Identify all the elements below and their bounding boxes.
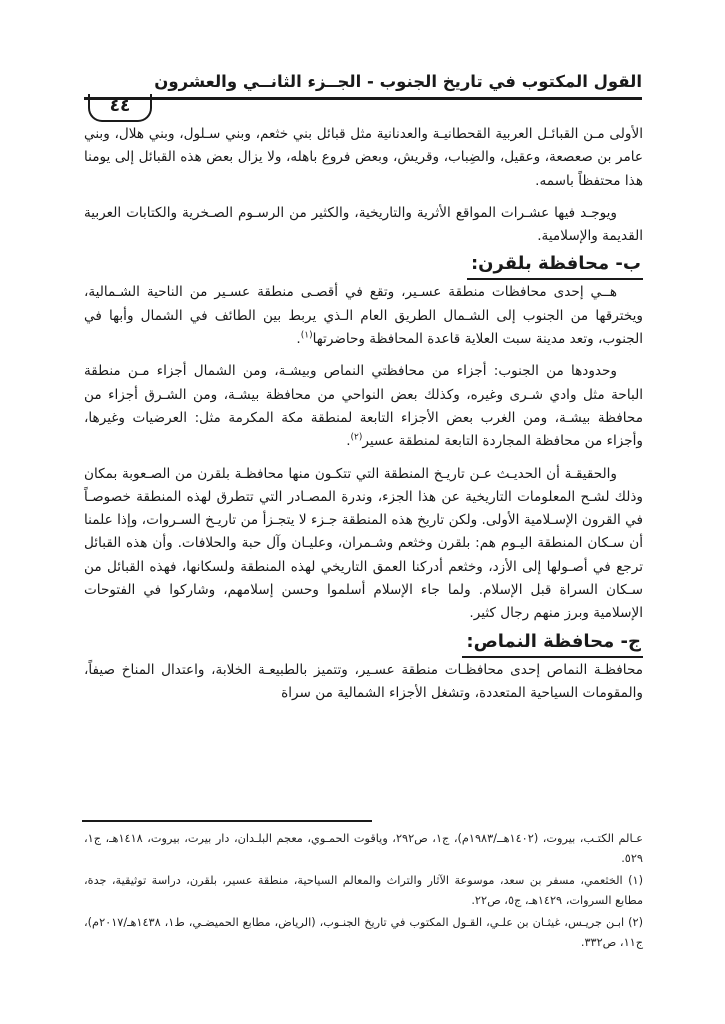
paragraph-3-end: . [296, 331, 301, 348]
header-title: القول المكتوب في تاريخ الجنوب - الجــزء الثانــي والعشرون [154, 72, 642, 91]
footnote-2: (٢) ابـن جريـس، غيثـان بن علـي، القـول المكتوب في تاريخ الجنـوب، (الرياض، مطابع الحميضـي، ط١، ١٤٣٨هـ/٢٠١٧م)، ج١١، ص٣٣٢. [84, 916, 643, 949]
running-header [84, 72, 642, 98]
header-rule [84, 97, 642, 100]
paragraph-3-text: هــي إحدى محافظات منطقة عسـير، وتقع في أقصـى منطقة عسـير من الناحية الشـمالية، ويخترقها من الجنوب إلى الشـمال الطريق العام الـذي يربط بين الطائف في الشمال وأبها في الجنوب، وتعد مدينة سبت العلاية قاعدة المحافظة وحاضرتها [84, 284, 643, 348]
paragraph-1: الأولى مـن القبائـل العربية القحطانيـة والعدنانية مثل قبائل بني خثعم، وبني سـلول، وبني هلال، وبني عامر بن صعصعة، وعقيل، والضِباب، وقريش، وبعض فروع باهله، ولا يزال بعض هذه القبائل إلى يومنا هذا محتفظاً باسمه. [84, 126, 643, 189]
footnote-ref-2: (٢) [350, 432, 363, 443]
paragraph-6: محافظـة النماص إحدى محافظـات منطقة عسـير، وتتميز بالطبيعـة الخلابة، واعتدال المناخ صيفاً، والمقومات السياحية المتعددة، وتشغل الأجزاء الشمالية من سراة [84, 661, 643, 701]
footnotes [84, 829, 643, 956]
footnote-1: (١) الخثعمي، مسفر بن سعد، موسوعة الآثار والتراث والمعالم السياحية، منطقة عسير، بلقرن، دراسة توثيقية، جدة، مطابع السروات، ١٤٢٩هـ، ج٥، ص٢٢. [84, 874, 643, 907]
footnote-continued: عـالم الكتـب، بيروت، (١٤٠٢هــ/١٩٨٣م)، ج١، ص٢٩٢، وياقوت الحمـوي، معجم البلـدان، دار بيرت، بيروت، ١٤١٨هـ، ج١، ٥٢٩. [84, 832, 643, 865]
footnote-ref-1: (١) [300, 330, 313, 341]
paragraph-3 [84, 281, 643, 351]
paragraph-5: والحقيقـة أن الحديـث عـن تاريـخ المنطقة التي تتكـون منها محافظـة بلقرن من الصـعوبة بمكان وذلك لشـح المعلومات التاريخية عن هذا الجزء، وندرة المصـادر التي تتطرق لهذه المنطقة خصوصـاً في القرون الإسـلامية الأولى. ولكن تاريخ هذه المنطقة جـزء لا يتجـزأ من تاريـخ السـروات، وإذا علمنا أن سـكان المنطقة اليـوم هم: بلقرن وخثعم وشـمران، وعليـان وآل حبة والحلافات. وأن هذه القبائل ترجع في أصـولها إلى الأزد، وخثعم أدركنا العمق التاريخي لهذه المنطقة ولسكانها، فهذه القبائل من سـكان السراة قبل الإسلام. ولما جاء الإسلام أسلموا وحسن إسلامهم، وشاركوا في الفتوحات الإسلامية وبرز منهم رجال كثير. [84, 465, 643, 622]
paragraph-4 [84, 360, 643, 453]
footnote-separator [82, 820, 372, 822]
paragraph-4-text: وحدودها من الجنوب: أجزاء من محافظتي النماص وبيشـة، ومن الشمال أجزاء مـن منطقة الباحة مثل وادي شـرى وغيره، وكذلك بعض النواحي من محافظة بيشـة، ومن الشـرق أجزاء من محافظة بيشـة، ومن الغرب بعض الأجزاء التابعة لمنطقة مكة المكرمة مثل: العرضيات وغيرها، وأجزاء من محافظة المجاردة التابعة لمنطقة عسير [84, 363, 643, 450]
section-heading-namas: ج- محافظة النماص: [462, 628, 643, 658]
paragraph-2: ويوجـد فيها عشـرات المواقع الأثرية والتاريخية، والكثير من الرسـوم الصـخرية والكتابات العربية القديمة والإسلامية. [84, 204, 643, 245]
paragraph-4-end: . [346, 433, 351, 450]
page-number: ٤٤ [88, 94, 152, 122]
section-heading-belqarn: ب- محافظة بلقرن: [467, 250, 643, 280]
main-text [84, 123, 643, 705]
